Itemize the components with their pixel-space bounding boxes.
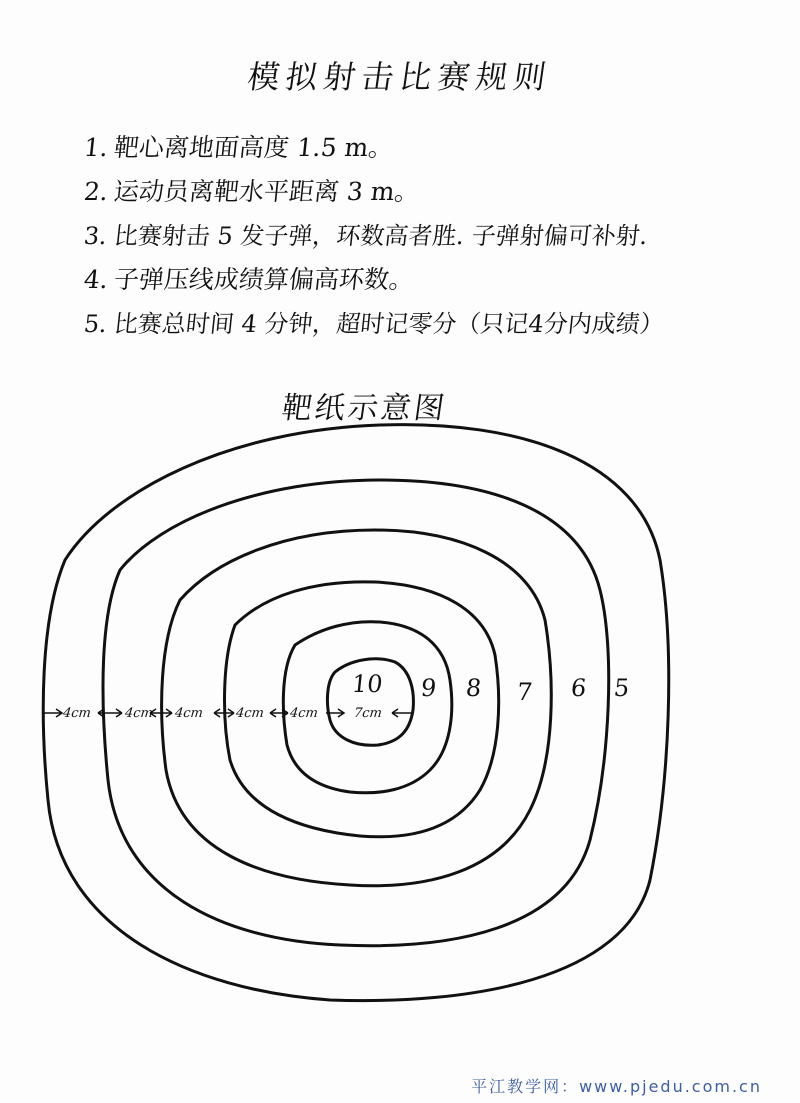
dim-label-4cm: 4cm [174, 706, 204, 721]
rules-list [84, 126, 784, 346]
dim-label-4cm: 4cm [289, 706, 319, 721]
rule-item-2 [82, 170, 787, 214]
ring-label-7: 7 [515, 678, 534, 706]
rule-number: 3. [82, 222, 109, 250]
dim-label-4cm: 4cm [124, 706, 154, 721]
ring-label-8: 8 [464, 674, 483, 702]
rule-text: 比赛总时间 4 分钟，超时记零分（只记4分内成绩） [112, 310, 666, 338]
rule-number: 4. [82, 265, 110, 294]
ring-label-10: 10 [350, 670, 385, 698]
dim-arrow-7 [392, 709, 414, 717]
rule-number: 2. [82, 177, 110, 206]
dim-arrow-2 [98, 709, 122, 717]
rule-item-3 [82, 214, 787, 258]
page-title: 模拟射击比赛规则 [245, 58, 555, 96]
rule-item-4 [82, 258, 787, 302]
dim-label-7cm: 7cm [353, 706, 383, 721]
dim-arrow-4 [214, 709, 234, 717]
dim-arrow-6 [326, 709, 344, 717]
rule-number: 1. [82, 133, 110, 162]
rule-item-1 [82, 126, 787, 170]
rule-item-5 [82, 302, 787, 346]
dim-arrow-1 [42, 709, 62, 717]
ring-label-5: 5 [612, 674, 631, 702]
ring-label-6: 6 [569, 674, 588, 702]
rule-number: 5. [82, 310, 109, 338]
site-watermark: 平江教学网：www.pjedu.com.cn [471, 1077, 762, 1096]
diagram-title: 靶纸示意图 [279, 391, 450, 426]
rule-text: 比赛射击 5 发子弹，环数高者胜. 子弹射偏可补射. [112, 222, 649, 250]
dim-label-4cm: 4cm [62, 706, 92, 721]
ring-label-9: 9 [419, 674, 438, 702]
dim-arrow-5 [270, 709, 288, 717]
rule-text: 靶心离地面高度 1.5 m。 [112, 133, 395, 162]
rule-text: 子弹压线成绩算偏高环数。 [112, 265, 416, 294]
dim-label-4cm: 4cm [235, 706, 265, 721]
rule-text: 运动员离靶水平距离 3 m。 [112, 177, 422, 206]
